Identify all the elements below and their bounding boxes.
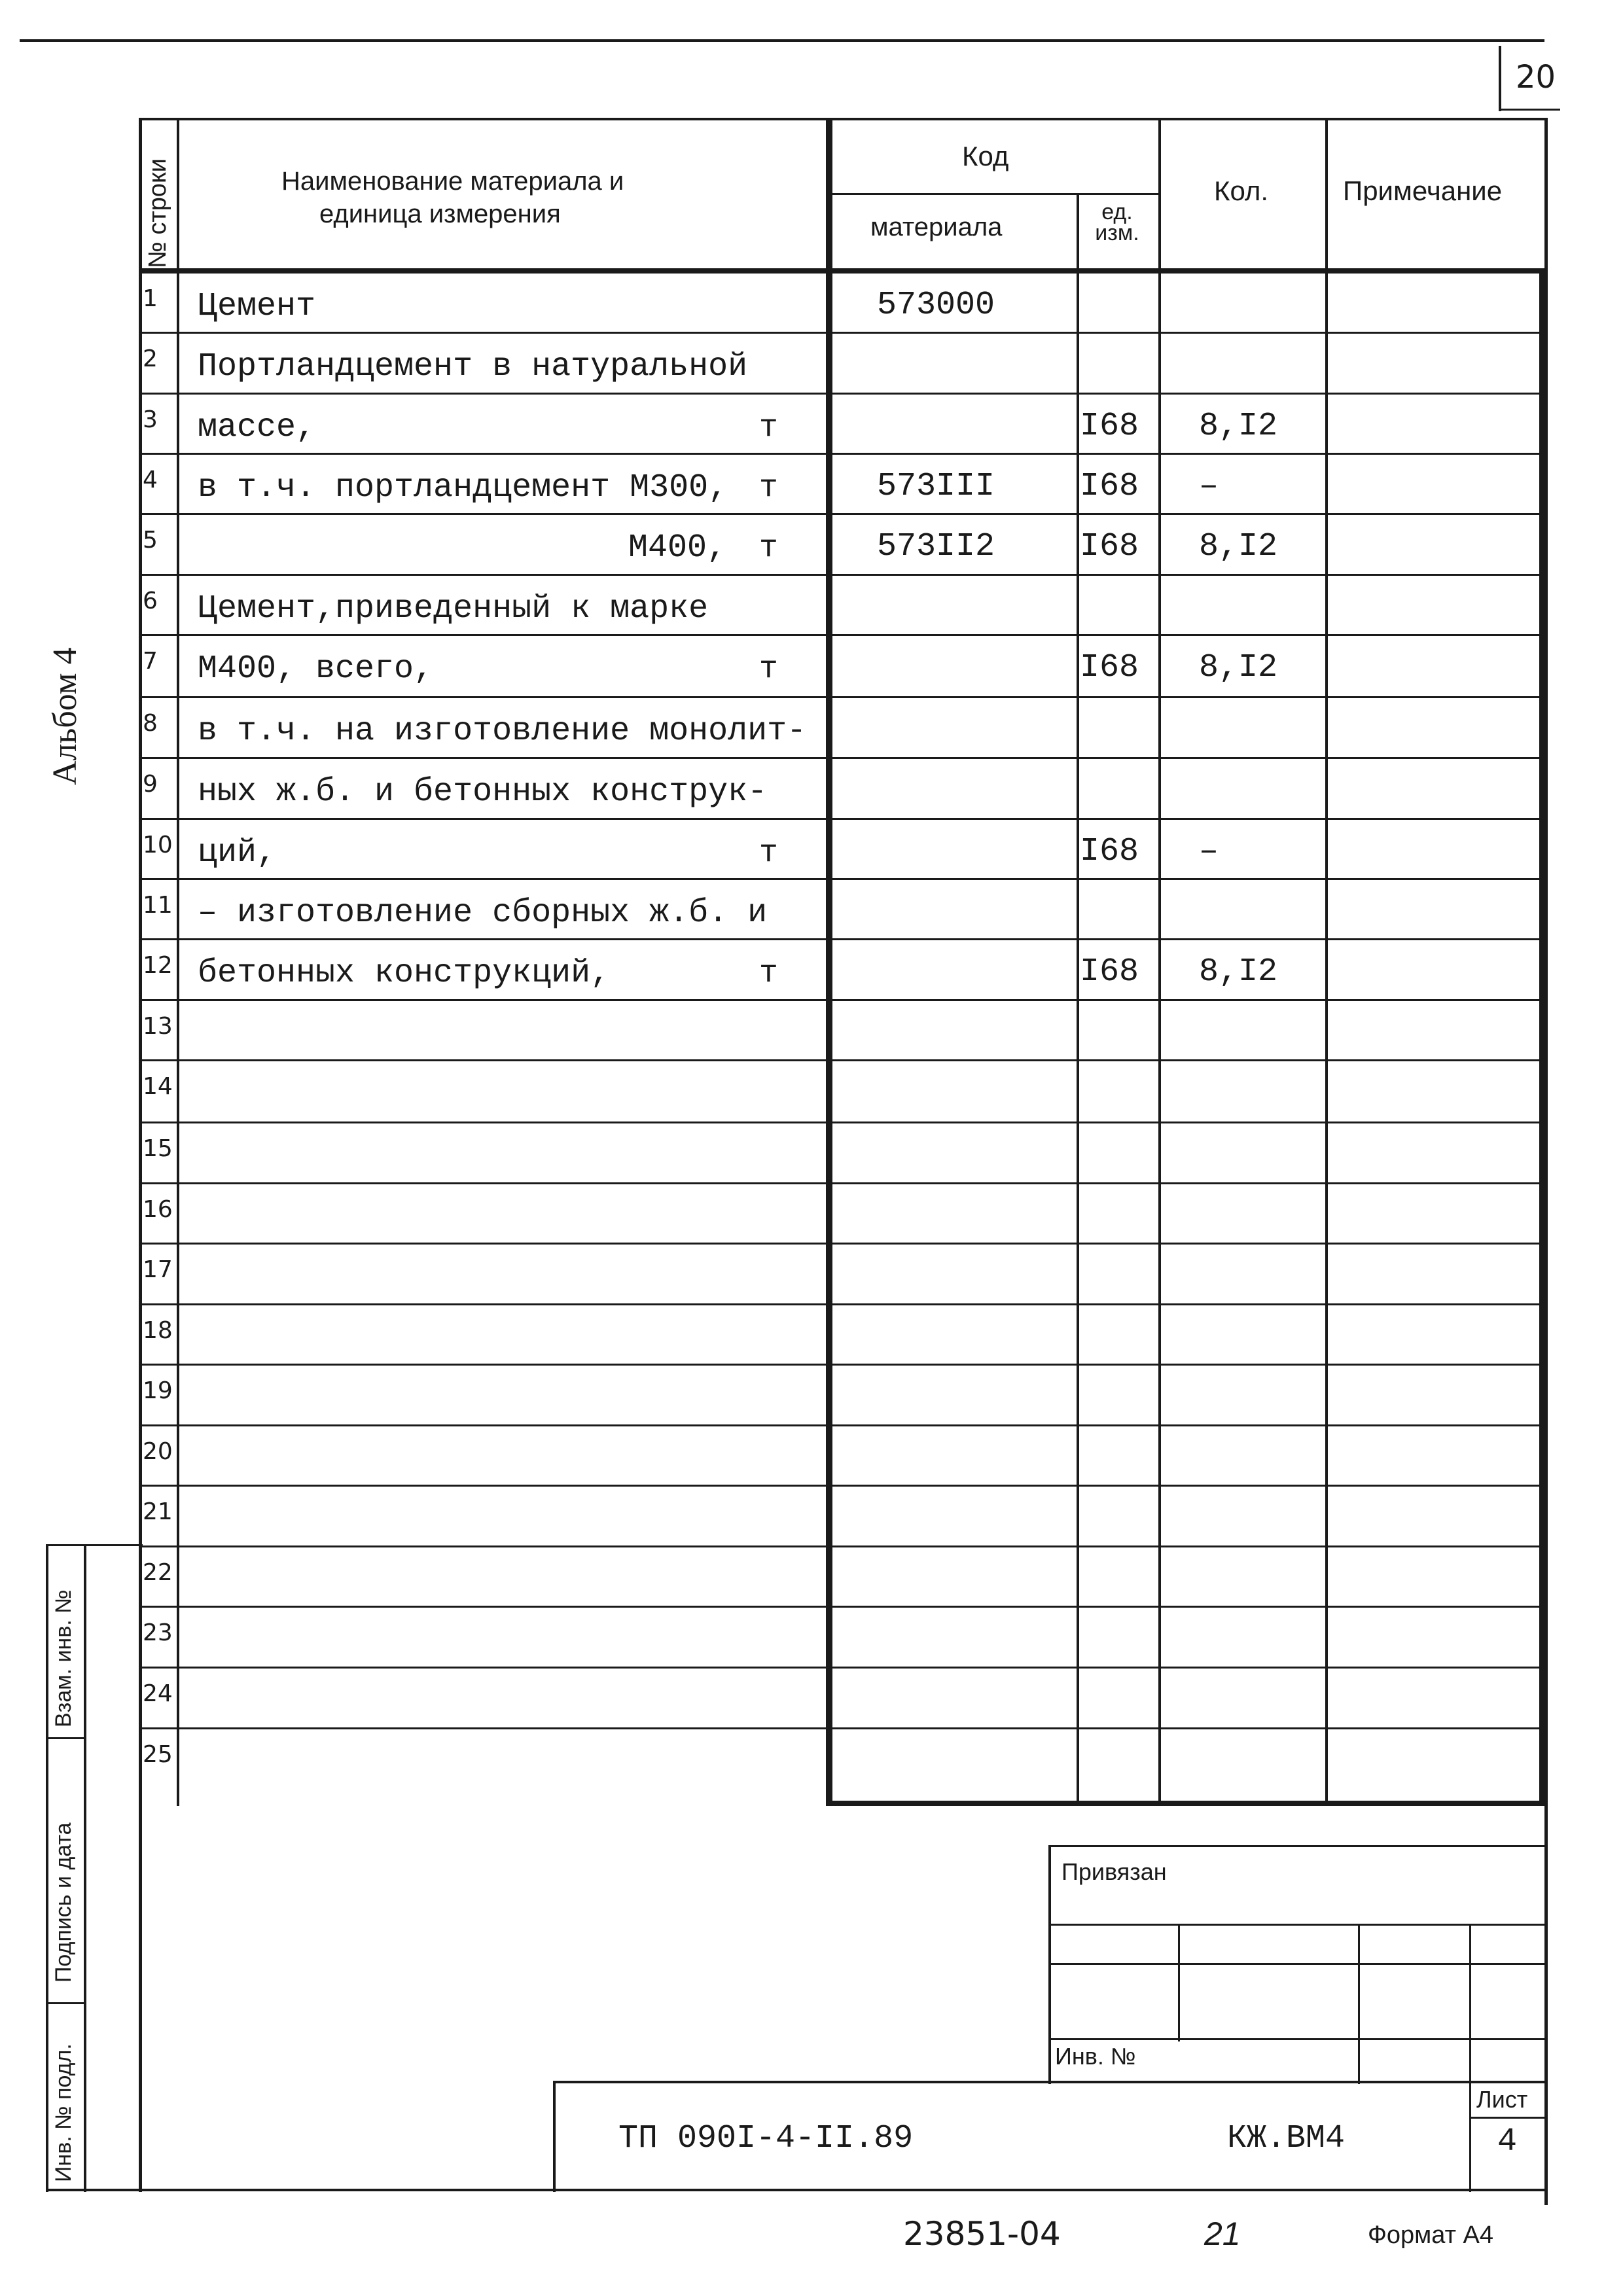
table-row [0,1001,1571,1061]
row-number: 5 [143,527,158,554]
row-quantity: – [1199,468,1219,505]
archive-number: 23851-04 [903,2215,1061,2253]
row-number: 10 [143,832,173,858]
row-number: 2 [143,345,158,372]
stamp-vzam-inv: Взам. инв. № [51,1589,76,1727]
table-row [0,1487,1571,1547]
table-row [0,395,1571,455]
stamp-inv-no: Инв. № [1055,2043,1136,2070]
header-code-material: материала [870,213,1003,241]
table-row [0,1305,1571,1366]
row-unit: т [759,470,778,506]
row-number: 25 [143,1741,173,1768]
row-material-code: 573000 [877,287,995,324]
row-number: 1 [143,285,158,312]
row-quantity: – [1199,833,1219,870]
row-material-name: в т.ч. на изготовление монолит- [198,713,807,750]
row-number: 23 [143,1619,173,1646]
row-material-name: Цемент,приведенный к марке [198,590,709,627]
table-row [0,515,1571,576]
table-row [0,1729,1571,1801]
row-unit: т [759,652,778,687]
table-row [0,274,1571,334]
row-material-name: в т.ч. портландцемент М300, [198,469,728,506]
stamp-privyazan: Привязан [1061,1858,1167,1885]
table-row [0,1608,1571,1669]
table-row [0,698,1571,759]
table-row [0,1366,1571,1426]
row-number: 11 [143,892,173,919]
row-material-name: Цемент [198,288,316,325]
row-material-name: массе, [198,409,316,446]
table-row [0,1245,1571,1305]
table-row [0,1184,1571,1245]
header-quantity: Кол. [1214,175,1269,206]
document-mark: КЖ.ВМ4 [1227,2120,1346,2157]
table-row [0,455,1571,515]
sheet-label: Лист [1476,2086,1528,2113]
header-name-unit: единица измерения [319,200,561,228]
row-number: 3 [143,406,158,433]
row-material-name: Портландцемент в натуральной [198,348,748,385]
row-quantity: 8,I2 [1199,953,1278,991]
sheet-number: 20 [1516,59,1556,96]
row-unit-code: I68 [1080,649,1139,686]
table-row [0,1669,1571,1729]
row-material-code: 573II2 [877,528,995,565]
row-number: 15 [143,1135,173,1162]
page-number: 21 [1204,2216,1241,2252]
table-row [0,880,1571,940]
document-code: ТП 090I-4-II.89 [618,2120,914,2157]
row-number: 18 [143,1317,173,1344]
row-number: 8 [143,710,158,737]
row-unit-code: I68 [1080,528,1139,565]
row-material-name: ных ж.б. и бетонных конструк- [198,773,768,811]
table-row [0,820,1571,880]
table-row [0,1123,1571,1184]
row-unit: т [759,956,778,991]
row-material-name: – изготовление сборных ж.б. и [198,894,768,932]
row-number: 20 [143,1438,173,1465]
row-number: 19 [143,1377,173,1404]
row-number: 12 [143,952,173,979]
table-row [0,576,1571,636]
stamp-podpis-data: Подпись и дата [51,1822,76,1983]
row-number: 6 [143,588,158,614]
row-number: 4 [143,467,158,493]
row-number: 9 [143,771,158,798]
row-number: 16 [143,1196,173,1223]
row-material-name: М400, [628,529,727,567]
row-unit-code: I68 [1080,953,1139,991]
row-number: 22 [143,1559,173,1586]
sheet-value: 4 [1497,2123,1518,2161]
header-code: Код [962,141,1009,171]
header-name: Наименование материала и [281,167,624,196]
row-quantity: 8,I2 [1199,528,1278,565]
row-quantity: 8,I2 [1199,649,1278,686]
row-unit-code: I68 [1080,408,1139,445]
row-quantity: 8,I2 [1199,408,1278,445]
stamp-inv-podl: Инв. № подл. [51,2043,76,2182]
table-row [0,1547,1571,1608]
row-number: 14 [143,1073,173,1100]
row-material-name: бетонных конструкций, [198,955,611,992]
row-unit: т [759,531,778,566]
row-number: 13 [143,1013,173,1040]
row-material-name: М400, всего, [198,650,434,688]
table-row [0,636,1571,698]
row-number: 21 [143,1498,173,1525]
table-row [0,759,1571,820]
row-unit: т [759,836,778,871]
header-row-number: № строки [144,158,171,268]
row-material-code: 573III [877,468,995,505]
header-code-unit: ед. изм. [1095,200,1139,245]
header-note: Примечание [1343,175,1503,206]
row-number: 7 [143,648,158,675]
row-material-name: ций, [198,834,277,872]
table-row [0,1061,1571,1123]
table-row [0,1426,1571,1487]
table-row [0,940,1571,1001]
table-row [0,334,1571,395]
paper-format: Формат А4 [1368,2221,1494,2249]
row-number: 17 [143,1256,173,1283]
row-unit: т [759,410,778,446]
row-number: 24 [143,1680,173,1707]
album-label: Альбом 4 [46,647,84,785]
row-unit-code: I68 [1080,468,1139,505]
row-unit-code: I68 [1080,833,1139,870]
